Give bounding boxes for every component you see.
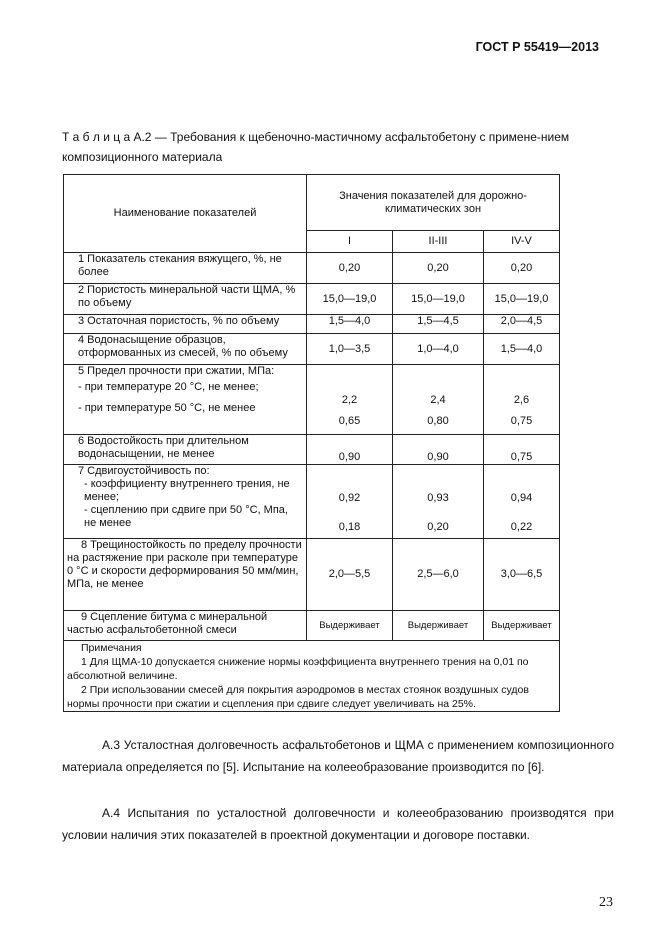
- row-name: 6 Водостойкость при длительном водонасыщении, не менее: [64, 435, 307, 465]
- row-name: [64, 465, 307, 539]
- value: 0,22: [510, 521, 533, 533]
- row-subitem: - при температуре 50 °С, не менее: [78, 402, 256, 414]
- value: 2,4: [430, 394, 446, 406]
- row-subitem: - при температуре 20 °С, не менее;: [78, 381, 259, 393]
- value-cell: [484, 465, 560, 539]
- row-title: 5 Предел прочности при сжатии, МПа:: [78, 365, 275, 377]
- value-cell: [484, 365, 560, 435]
- notes-row: [64, 641, 560, 712]
- table-row: [64, 365, 560, 435]
- document-code-header: ГОСТ Р 55419—2013: [475, 40, 599, 54]
- row-subitem: - сцеплению при сдвиге при 50 °С, Мпа, не менее: [84, 504, 288, 529]
- page-number: 23: [599, 895, 613, 910]
- paragraph-a4: А.4 Испытания по усталостной долговечности и колееобразованию производятся при условии наличия этих показателей в проектной документации и договоре поставки.: [62, 806, 614, 842]
- value-cell: [307, 465, 393, 539]
- value: 0,20: [427, 521, 449, 533]
- table-row: [64, 315, 560, 334]
- value-cell: Выдерживает: [484, 611, 560, 641]
- column-header-name: Наименование показателей: [64, 175, 307, 253]
- value-cell: 2,0—5,5: [307, 539, 393, 611]
- value-cell: 1,5—4,5: [393, 315, 484, 334]
- value: 2,6: [513, 394, 530, 406]
- value: 0,80: [427, 415, 449, 427]
- value-cell: 15,0—19,0: [484, 284, 560, 315]
- value: 0,18: [338, 521, 361, 533]
- row-name: 9 Сцепление битума с минеральной частью асфальтобетонной смеси: [64, 611, 307, 641]
- table-row: [64, 611, 560, 641]
- value-cell: 1,0—4,0: [393, 334, 484, 365]
- row-name: 3 Остаточная пористость, % по объему: [64, 315, 307, 334]
- value-cell: 0,90: [307, 435, 393, 465]
- value: 0,94: [510, 492, 533, 504]
- table-row: [64, 284, 560, 315]
- row-name: [64, 365, 307, 435]
- table-caption: Т а б л и ц а А.2 — Требования к щебеночно-мастичному асфальтобетону с примене-нием композиционного материала: [62, 130, 570, 164]
- row-name: 8 Трещиностойкость по пределу прочности на растяжение при расколе при температуре 0 °С и скорости деформирования 50 мм/мин, МПа, не менее: [64, 539, 307, 611]
- value-cell: 0,20: [484, 253, 560, 284]
- value-cell: Выдерживает: [393, 611, 484, 641]
- value-cell: 1,0—3,5: [307, 334, 393, 365]
- zone-header: II-III: [393, 231, 484, 253]
- notes-cell: [64, 641, 560, 712]
- notes-title: Примечания: [81, 642, 142, 654]
- value-cell: 2,0—4,5: [484, 315, 560, 334]
- value: 2,2: [341, 394, 358, 406]
- note: 1 Для ЩМА-10 допускается снижение нормы коэффициента внутреннего трения на 0,01 по абсолютной величине.: [67, 656, 529, 682]
- value-cell: Выдерживает: [307, 611, 393, 641]
- value-cell: 0,20: [393, 253, 484, 284]
- table-row: [64, 334, 560, 365]
- value: 0,75: [510, 415, 533, 427]
- column-header-group: Значения показателей для дорожно-климатических зон: [307, 175, 560, 231]
- table-row: [64, 435, 560, 465]
- value-cell: 0,90: [393, 435, 484, 465]
- row-name: 4 Водонасыщение образцов, отформованных из смесей, % по объему: [64, 334, 307, 365]
- table-row: [64, 465, 560, 539]
- value: 0,65: [338, 415, 361, 427]
- value: 0,93: [427, 492, 449, 504]
- value-cell: [307, 365, 393, 435]
- row-title: 7 Сдвигоустойчивость по:: [78, 465, 210, 477]
- table-row: [64, 253, 560, 284]
- value-cell: 1,5—4,0: [484, 334, 560, 365]
- row-name: 2 Пористость минеральной части ЩМА, % по объему: [64, 284, 307, 315]
- paragraph-a3: А.3 Усталостная долговечность асфальтобетонов и ЩМА с применением композиционного материала определяется по [5]. Испытание на колееобразование производится по [6].: [62, 738, 614, 774]
- requirements-table: [63, 174, 560, 712]
- value-cell: [393, 465, 484, 539]
- value-cell: 15,0—19,0: [393, 284, 484, 315]
- note: 2 При использовании смесей для покрытия аэродромов в местах стоянок воздушных судов нормы прочности при сжатии и сцепления при сдвиге следует увеличивать на 25%.: [67, 684, 529, 710]
- value-cell: 1,5—4,0: [307, 315, 393, 334]
- value-cell: 3,0—6,5: [484, 539, 560, 611]
- value-cell: 0,20: [307, 253, 393, 284]
- value-cell: [393, 365, 484, 435]
- value-cell: 15,0—19,0: [307, 284, 393, 315]
- value-cell: 2,5—6,0: [393, 539, 484, 611]
- zone-header: IV-V: [484, 231, 560, 253]
- row-subitem: - коэффициенту внутреннего трения, не менее;: [84, 478, 290, 503]
- zone-header: I: [307, 231, 393, 253]
- value: 0,92: [338, 492, 361, 504]
- value-cell: 0,75: [484, 435, 560, 465]
- table-row: [64, 539, 560, 611]
- row-name: 1 Показатель стекания вяжущего, %, не более: [64, 253, 307, 284]
